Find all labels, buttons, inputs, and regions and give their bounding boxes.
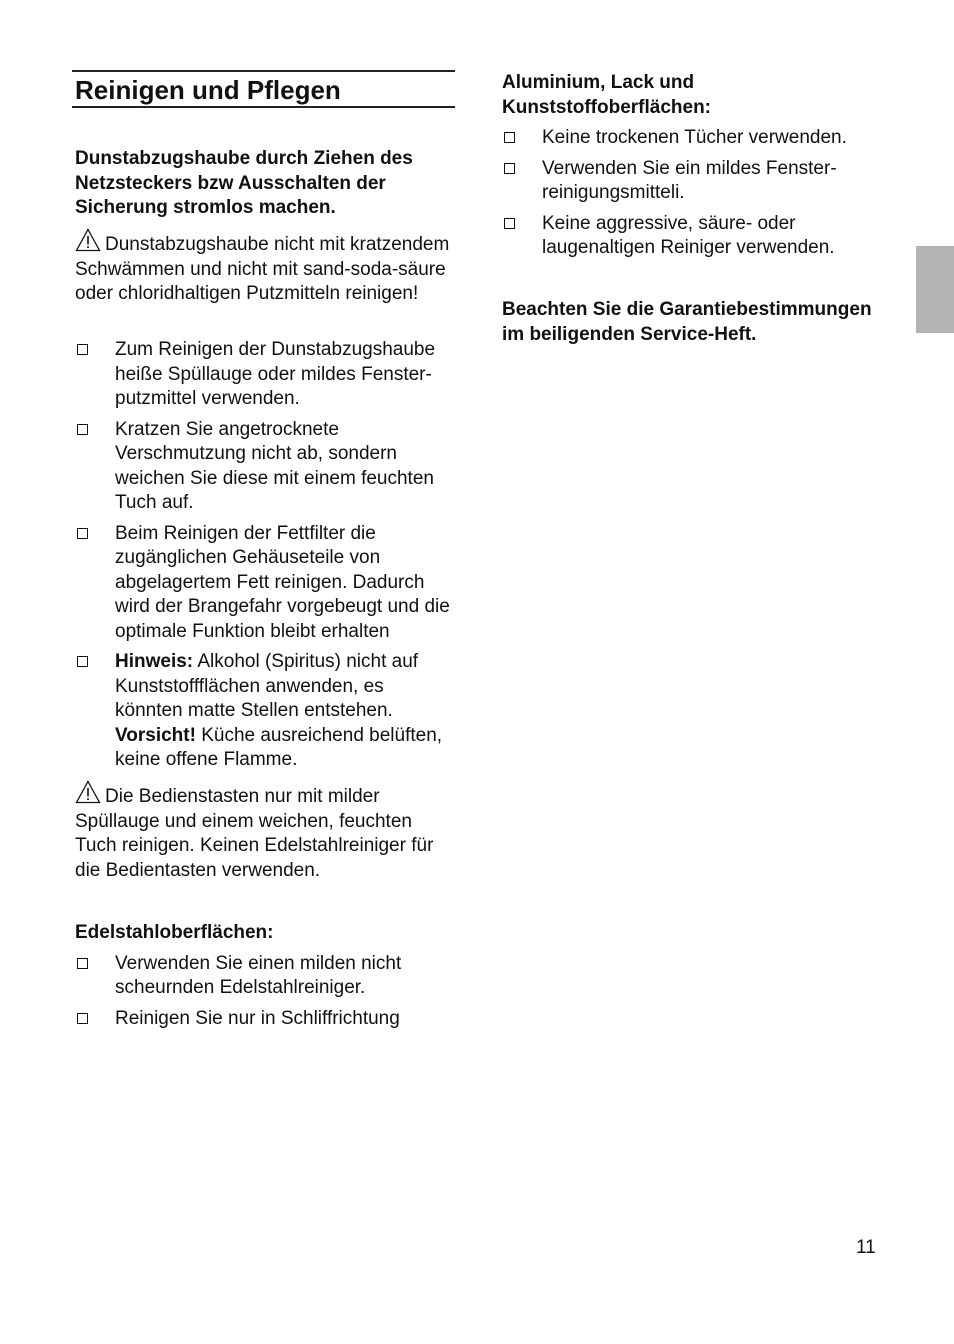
checkbox-bullet-icon	[77, 656, 88, 667]
list-item-text: Beim Reinigen der Fettfilter die zugänglichen Gehäuseteile von abgelagertem Fett reinigen. Dadurch wird der Brangefahr vorgebeugt und die optimale Funktion bleibt erhalten	[115, 522, 450, 642]
list-item	[75, 952, 455, 1001]
vorsicht-label: Vorsicht!	[115, 724, 196, 746]
page-title: Reinigen und Pflegen	[75, 75, 341, 105]
warning-paragraph-2	[75, 780, 455, 883]
checkbox-bullet-icon	[77, 1013, 88, 1024]
list-item-text: Zum Reinigen der Dunstabzugshaube heiße Spüllauge oder mildes Fenster-putzmittel verwenden.	[115, 339, 436, 409]
warning-triangle-icon	[75, 780, 101, 804]
section-heading-box	[72, 70, 455, 108]
cleaning-list	[75, 338, 455, 779]
checkbox-bullet-icon	[504, 218, 515, 229]
warning-paragraph-1	[75, 228, 455, 307]
intro-block	[75, 147, 455, 221]
warning-text-1: Dunstabzugshaube nicht mit kratzendem Schwämmen und nicht mit sand-soda-säure oder chloridhaltigen Putzmitteln reinigen!	[75, 234, 450, 304]
list-item-text: Kratzen Sie angetrocknete Verschmutzung nicht ab, sondern weichen Sie diese mit einem feuchten Tuch auf.	[115, 418, 434, 513]
warning-triangle-icon	[75, 228, 101, 252]
list-item	[502, 126, 882, 151]
aluminium-heading: Aluminium, Lack und Kunststoffoberflächen:	[502, 72, 711, 118]
list-item-text: Keine trockenen Tücher verwenden.	[542, 127, 847, 148]
list-item	[75, 418, 455, 516]
hinweis-label: Hinweis:	[115, 651, 194, 672]
chapter-side-tab	[916, 246, 954, 333]
checkbox-bullet-icon	[504, 163, 515, 174]
list-item-hinweis	[75, 650, 455, 773]
list-item	[502, 157, 882, 206]
list-item	[75, 522, 455, 645]
list-item-text: Verwenden Sie einen milden nicht scheurnden Edelstahlreiniger.	[115, 952, 402, 998]
hinweis-text: Alkohol (Spiritus) nicht auf Kunststoffflächen anwenden, es könnten matte Stellen entstehen.	[115, 651, 419, 721]
edelstahl-section	[75, 921, 455, 1037]
warning-block-1	[75, 228, 455, 307]
list-item-text: Reinigen Sie nur in Schliffrichtung	[115, 1007, 400, 1029]
checkbox-bullet-icon	[77, 424, 88, 435]
checkbox-bullet-icon	[504, 132, 515, 143]
page-number: 11	[856, 1237, 876, 1258]
garantie-note: Beachten Sie die Garantiebestimmungen im beiligenden Service-Heft.	[502, 299, 872, 345]
vorsicht-text: Küche ausreichend belüften, keine offene Flamme.	[115, 724, 443, 770]
list-item	[75, 1007, 455, 1032]
checkbox-bullet-icon	[77, 958, 88, 969]
checkbox-bullet-icon	[77, 344, 88, 355]
warning-text-2: Die Bedienstasten nur mit milder Spüllauge und einem weichen, feuchten Tuch reinigen. Keinen Edelstahlreiniger für die Bedientasten verwenden.	[75, 786, 434, 881]
intro-bold-text: Dunstabzugshaube durch Ziehen des Netzsteckers bzw Ausschalten der Sicherung stromlos machen.	[75, 148, 413, 218]
warning-block-2	[75, 780, 455, 883]
list-item-text: Keine aggressive, säure- oder laugenaltigen Reiniger verwenden.	[542, 212, 835, 258]
list-item	[75, 338, 455, 412]
edelstahl-heading: Edelstahloberflächen:	[75, 922, 274, 943]
aluminium-section	[502, 71, 882, 267]
list-item-text: Verwenden Sie ein mildes Fenster-reinigungsmitteli.	[542, 157, 837, 203]
list-item	[502, 212, 882, 261]
checkbox-bullet-icon	[77, 528, 88, 539]
garantie-block	[502, 298, 882, 347]
